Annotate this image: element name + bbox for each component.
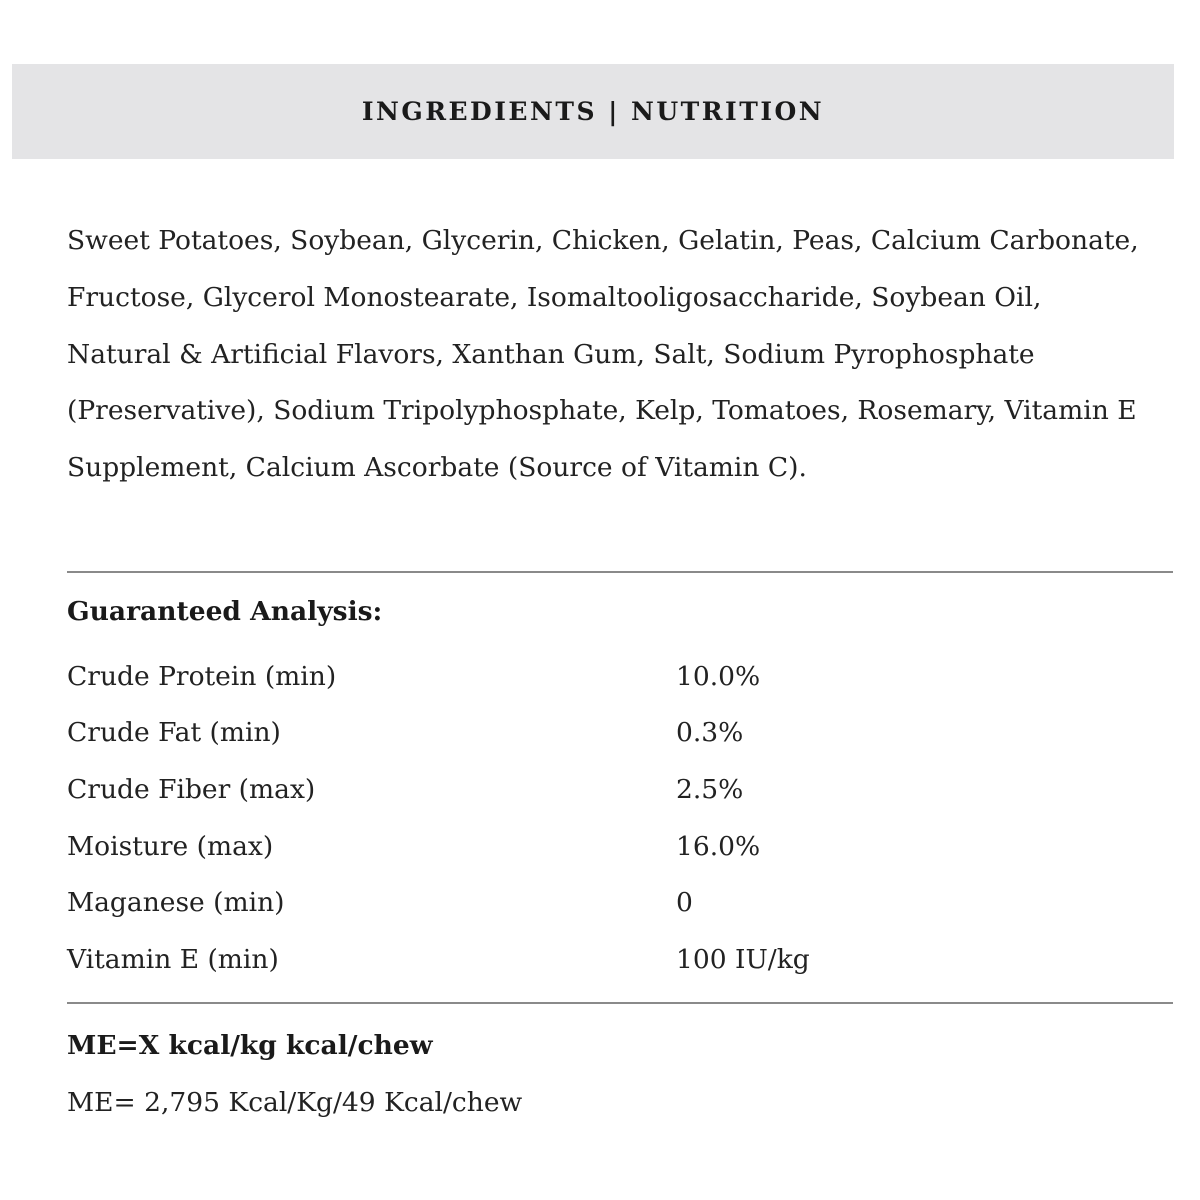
table-row [67,931,967,988]
table-row [67,648,967,705]
nutrient-label: Crude Fat (min) [67,717,281,749]
nutrient-value: 100 IU/kg [676,943,810,975]
table-row [67,705,967,762]
table-row [67,874,967,931]
nutrient-value: 0 [676,887,693,919]
nutrient-label: Maganese (min) [67,887,285,919]
analysis-heading: Guaranteed Analysis: [67,596,383,627]
nutrient-value: 0.3% [676,717,744,749]
nutrient-label: Crude Protein (min) [67,660,337,692]
ingredients-text: Sweet Potatoes, Soybean, Glycerin, Chicken, Gelatin, Peas, Calcium Carbonate, Fructose, Glycerol Monostearate, Isomaltooligosaccharide, Soybean Oil, Natural & Artificial Flavors, Xanthan Gum, Salt, Sodium Pyrophosphate (Preservative), Sodium Tripolyphosphate, Kelp, Tomatoes, Rosemary, Vitamin E Supplement, Calcium Ascorbate (Source of Vitamin C). [67,225,1139,484]
energy-value: ME= 2,795 Kcal/Kg/49 Kcal/chew [67,1087,523,1118]
nutrient-label: Crude Fiber (max) [67,773,316,805]
header-band [12,64,1174,159]
nutrient-label: Vitamin E (min) [67,943,279,975]
nutrient-value: 10.0% [676,660,761,692]
page-title: INGREDIENTS | NUTRITION [361,97,825,126]
nutrient-label: Moisture (max) [67,830,274,862]
nutrient-value: 16.0% [676,830,761,862]
divider [67,1002,1173,1004]
table-row [67,818,967,875]
divider [67,571,1173,573]
nutrient-value: 2.5% [676,773,744,805]
table-row [67,761,967,818]
analysis-table [67,648,967,988]
energy-heading: ME=X kcal/kg kcal/chew [67,1030,433,1061]
